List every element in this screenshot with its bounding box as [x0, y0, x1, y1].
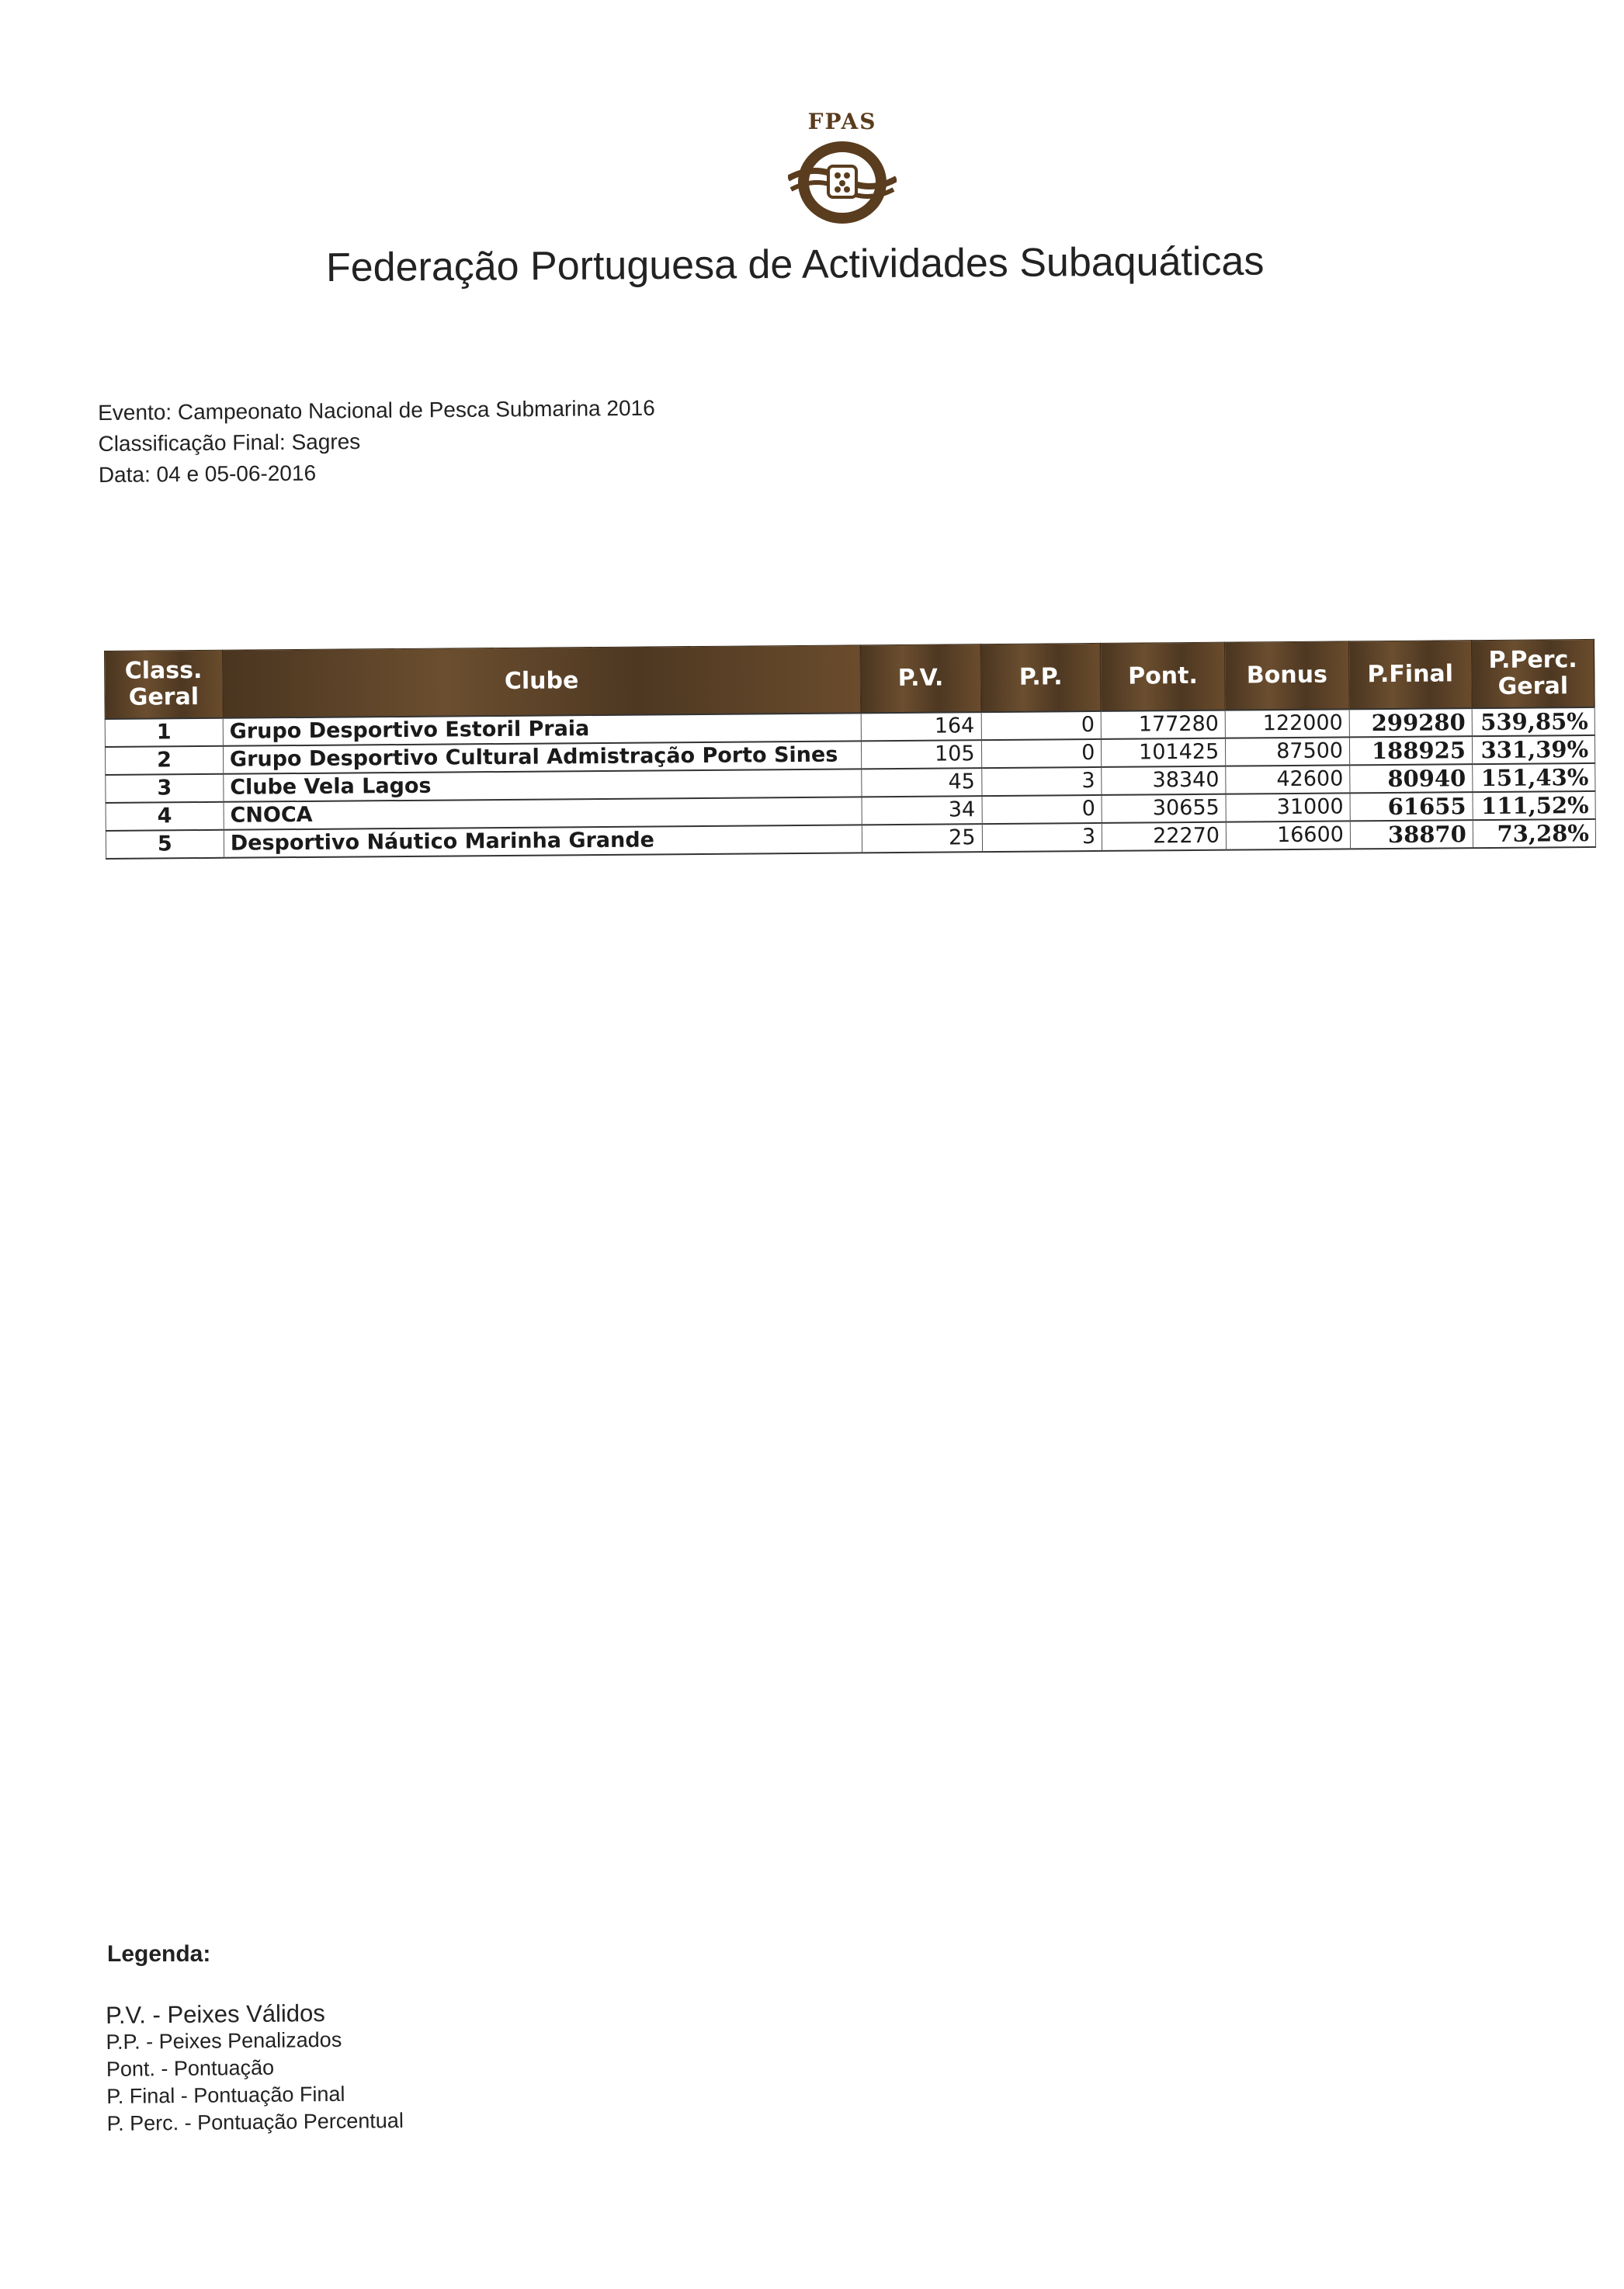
legend-title: Legenda: [107, 1941, 211, 1967]
cell-pperc: 539,85% [1472, 707, 1595, 736]
cell-position: 5 [106, 830, 224, 859]
cell-pfinal: 61655 [1350, 792, 1473, 821]
header-pperc-geral: P.Perc. Geral [1471, 639, 1595, 708]
header-clube: Clube [222, 645, 861, 718]
cell-bonus: 31000 [1226, 793, 1350, 821]
header-pfinal: P.Final [1348, 641, 1472, 710]
cell-pperc: 331,39% [1472, 735, 1595, 764]
cell-pp: 3 [982, 823, 1102, 852]
cell-club: Clube Vela Lagos [224, 769, 862, 801]
legend-item: P. Perc. - Pontuação Percentual [106, 2108, 404, 2135]
legend-item: P.V. - Peixes Válidos [106, 1999, 325, 2029]
fpas-logo [765, 109, 920, 241]
cell-bonus: 42600 [1226, 765, 1350, 794]
cell-pv: 34 [862, 796, 982, 825]
cell-pont: 38340 [1102, 766, 1226, 795]
legend-item: Pont. - Pontuação [106, 2055, 275, 2081]
cell-bonus: 122000 [1225, 709, 1349, 738]
cell-pont: 101425 [1102, 738, 1226, 767]
cell-club: CNOCA [224, 797, 862, 829]
cell-pv: 45 [862, 768, 982, 797]
cell-pfinal: 299280 [1349, 708, 1472, 737]
header-bonus: Bonus [1225, 641, 1350, 710]
cell-club: Desportivo Náutico Marinha Grande [224, 825, 862, 857]
organization-title: Federação Portuguesa de Actividades Subaquáticas [325, 238, 1265, 290]
results-table [104, 639, 1596, 860]
header-class-geral: Class. Geral [105, 650, 224, 719]
cell-position: 4 [106, 802, 224, 831]
cell-pp: 0 [981, 739, 1102, 768]
cell-position: 2 [105, 746, 223, 775]
cell-bonus: 16600 [1226, 821, 1350, 849]
cell-position: 1 [105, 718, 223, 747]
cell-pfinal: 188925 [1349, 736, 1472, 765]
cell-pont: 177280 [1101, 710, 1225, 739]
legend-list [106, 1999, 404, 2138]
event-date: Data: 04 e 05-06-2016 [98, 460, 317, 487]
cell-pont: 30655 [1102, 794, 1226, 823]
header-pp: P.P. [980, 643, 1101, 712]
cell-pperc: 111,52% [1473, 791, 1595, 820]
cell-position: 3 [106, 774, 224, 803]
cell-club: Grupo Desportivo Cultural Admistração Porto Sines [223, 741, 861, 773]
cell-club: Grupo Desportivo Estoril Praia [223, 713, 861, 745]
classification-name: Classificação Final: Sagres [98, 429, 361, 456]
header-pont: Pont. [1101, 642, 1226, 711]
cell-pfinal: 38870 [1350, 820, 1473, 849]
logo-text: FPAS [807, 109, 877, 134]
legend-item: P.P. - Peixes Penalizados [106, 2027, 342, 2054]
header-pv: P.V. [860, 644, 980, 714]
legend-item: P. Final - Pontuação Final [106, 2082, 345, 2108]
cell-pv: 105 [861, 740, 981, 769]
cell-pperc: 151,43% [1473, 763, 1595, 792]
cell-pv: 164 [861, 712, 981, 741]
cell-pfinal: 80940 [1350, 764, 1473, 793]
cell-pp: 0 [982, 795, 1102, 824]
cell-pv: 25 [862, 824, 982, 853]
fpas-emblem-icon [788, 140, 897, 225]
cell-pperc: 73,28% [1473, 819, 1595, 848]
event-info [98, 393, 656, 491]
table-header-row [105, 639, 1595, 719]
cell-pont: 22270 [1102, 822, 1227, 851]
cell-bonus: 87500 [1226, 737, 1350, 766]
cell-pp: 3 [981, 767, 1102, 796]
event-name: Evento: Campeonato Nacional de Pesca Submarina 2016 [98, 395, 655, 425]
cell-pp: 0 [981, 711, 1102, 740]
